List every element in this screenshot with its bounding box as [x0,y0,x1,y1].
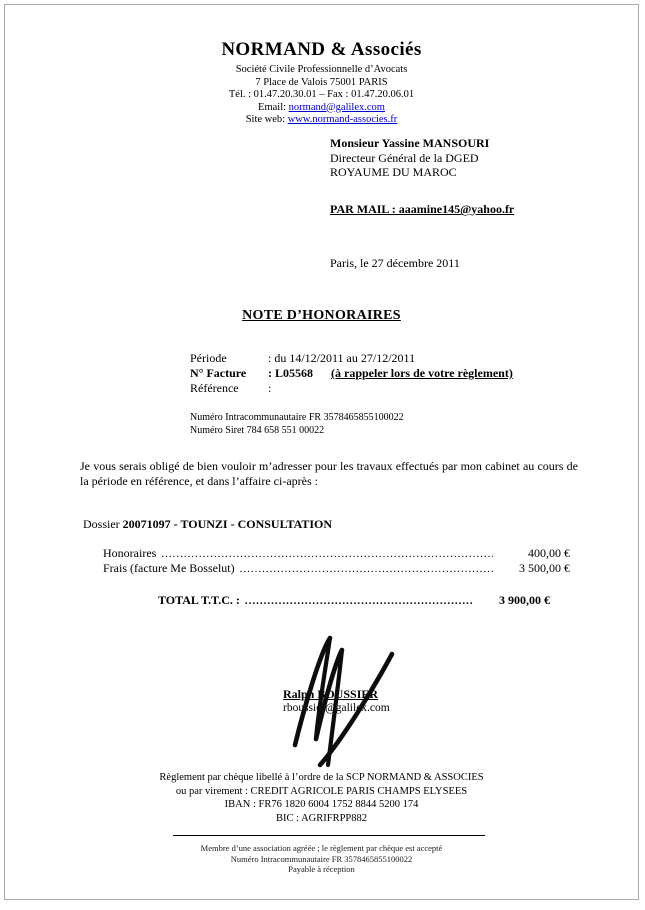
total-amount: 3 900,00 € [499,593,550,607]
fee-amount: 400,00 € [528,546,570,560]
recipient-country: ROYAUME DU MAROC [330,165,457,179]
signatory-email: rboussier@galilex.com [283,702,390,714]
firm-email-line [5,102,638,115]
email-label: Email: [258,101,289,113]
signatory-name: Ralph BOUSSIER [283,687,379,701]
dossier-value: 20071097 - TOUNZI - CONSULTATION [122,517,333,531]
date-line: Paris, le 27 décembre 2011 [330,256,460,270]
payment-bic-line: BIC : AGRIFRPP882 [275,812,368,824]
fee-label: Honoraires [103,546,157,560]
firm-phone-fax: Tél. : 01.47.20.30.01 – Fax : 01.47.20.06.01 [228,89,415,100]
dotted-leader [161,546,493,561]
fees-table [103,546,570,608]
fine-print-intracom: Numéro Intracommunautaire FR 3578465855100022 [230,853,413,864]
dossier-label: Dossier [83,517,123,531]
signature-block [275,627,407,769]
reference-row [190,381,513,396]
body-paragraph: Je vous serais obligé de bien vouloir m’adresser pour les travaux effectués par mon cabinet au cours de la période en référence, et dans l’affaire ci-après : [80,459,578,488]
fee-label: Frais (facture Me Bosselut) [103,561,235,575]
document-title: NOTE D’HONORAIRES [242,308,401,323]
fine-print-association: Membre d’une association agréée ; le règlement par chèque est accepté [200,843,443,853]
payment-cheque-line: Règlement par chèque libellé à l’ordre de la SCP NORMAND & ASSOCIES [159,772,484,783]
website-label: Site web: [245,114,288,125]
intracom-number: Numéro Intracommunautaire FR 3578465855100022 [190,412,404,423]
facture-row [190,366,513,381]
facture-number: : L05568 [268,366,313,380]
periode-value: : du 14/12/2011 au 27/12/2011 [268,351,416,365]
total-row [158,593,550,608]
facture-label: N° Facture [190,366,247,380]
siret-number: Numéro Siret 784 658 551 00022 [190,425,325,436]
periode-label: Période [190,351,227,365]
footer-divider [173,835,485,836]
recipient-title: Directeur Général de la DGED [330,150,479,165]
website-link[interactable]: www.normand-associes.fr [287,114,398,125]
dotted-leader [245,593,473,608]
fee-amount: 3 500,00 € [519,561,570,575]
fee-row-frais [103,561,570,576]
company-numbers [190,411,404,437]
fee-row-honoraires [103,546,570,561]
firm-address: 7 Place de Valois 75001 PARIS [255,76,388,88]
recipient-block [330,136,489,180]
fine-print-payable: Payable à réception [288,864,355,874]
dotted-leader [240,561,493,576]
par-mail-line: PAR MAIL : aaamine145@yahoo.fr [330,202,515,216]
email-link[interactable]: normand@galilex.com [288,101,385,113]
reference-value: : [268,381,272,395]
total-label: TOTAL T.T.C. : [158,593,240,607]
recipient-name: Monsieur Yassine MANSOURI [330,136,490,150]
facture-note: (à rappeler lors de votre règlement) [331,366,513,380]
dossier-line [83,517,332,532]
signature-scribble-icon [275,627,407,769]
fine-print [5,843,638,875]
payment-instructions [5,771,638,825]
payment-bank-line: ou par virement : CREDIT AGRICOLE PARIS CHAMPS ELYSEES [175,785,468,797]
payment-iban-line: IBAN : FR76 1820 6004 1752 8844 5200 174 [224,799,419,810]
firm-website-line [5,114,638,127]
firm-name: NORMAND & Associés [221,39,422,60]
letterhead [5,39,638,127]
invoice-meta [190,351,513,396]
firm-legal-form: Société Civile Professionnelle d’Avocats [235,64,408,75]
periode-row [190,351,513,366]
reference-label: Référence [190,381,239,395]
invoice-page [4,4,639,900]
